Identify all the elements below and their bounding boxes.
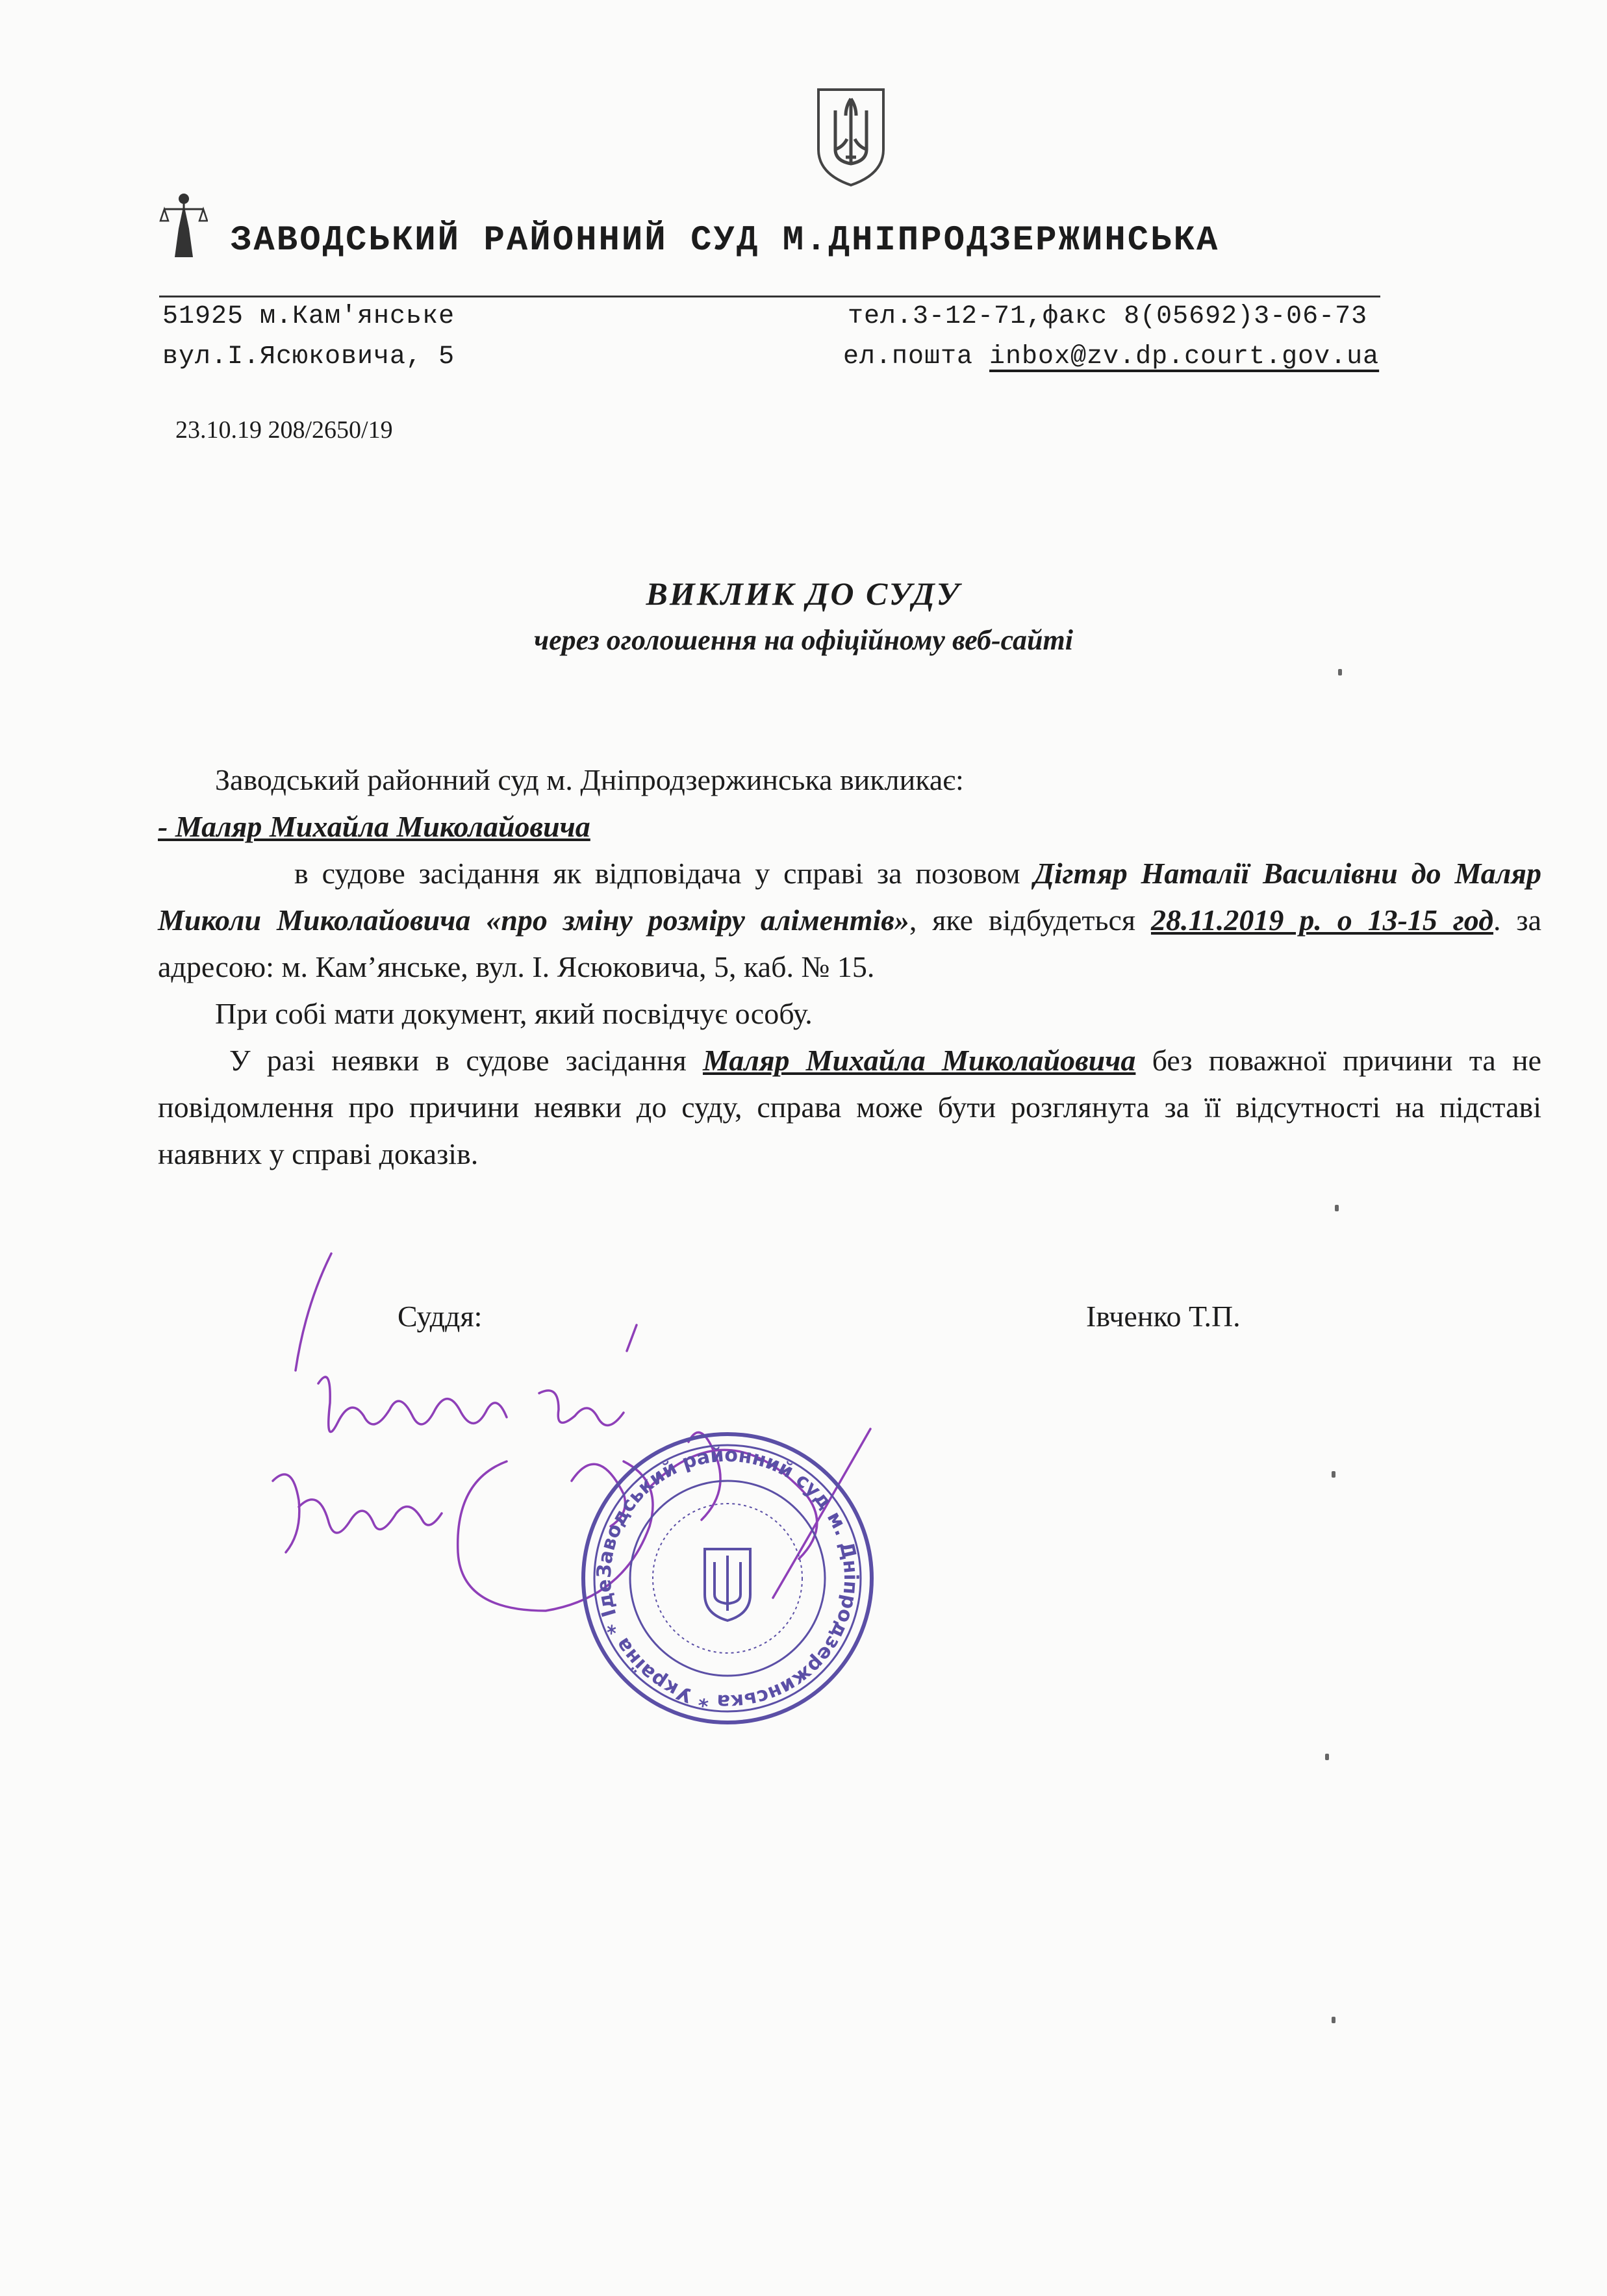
court-street-address: вул.І.Ясюковича, 5: [162, 342, 455, 372]
absence-warning-paragraph: У разі неявки в судове засідання Маляр Михайла Миколайовича без поважної причини та не повідомлення про причини неявки до суду, справа може бути розглянута за її відсутності на підставі наявних у справі доказів.: [158, 1044, 1542, 1170]
coat-of-arms-trident-icon: [812, 84, 890, 188]
case-parties: Дігтяр Наталії Василівни до Маляр Миколи Миколайовича «про зміну розміру аліментів»: [158, 857, 1541, 937]
hearing-paragraph: в судове засідання як відповідача у справі за позовом Дігтяр Наталії Василівни до Маляр Миколи Миколайовича «про зміну розміру аліментів», яке відбудеться 28.11.2019 р. о 13-15 год. за адресою: м. Кам’янське, вул. І. Ясюковича, 5, каб. № 15.: [158, 857, 1542, 983]
scan-speck: [1338, 669, 1342, 675]
judge-label: Суддя:: [398, 1300, 483, 1333]
court-email-line: [843, 342, 1379, 372]
document-reference: 23.10.19 208/2650/19: [175, 416, 393, 444]
seal-text: Заводський районний суд м. Дніпродзержинська * Україна * Іде: [592, 1443, 863, 1713]
scan-speck: [1332, 1471, 1335, 1478]
summoned-person: - Маляр Михайла Миколайовича: [158, 810, 590, 843]
hearing-datetime: 28.11.2019 р. о 13-15 год: [1150, 903, 1494, 937]
court-postal-address: 51925 м.Кам'янське: [162, 302, 455, 331]
id-document-paragraph: При собі мати документ, який посвідчує особу.: [215, 997, 813, 1030]
email-label: ел.пошта: [843, 342, 974, 372]
themis-justice-icon: [159, 190, 208, 261]
summons-intro: Заводський районний суд м. Дніпродзержинська викликає:: [215, 763, 964, 796]
official-seal: [575, 1426, 880, 1731]
court-phone-fax: тел.3-12-71,факс 8(05692)3-06-73: [848, 302, 1368, 331]
scan-speck: [1335, 1205, 1339, 1211]
summons-body: [158, 757, 1541, 1178]
court-name-heading: ЗАВОДСЬКИЙ РАЙОННИЙ СУД М.ДНІПРОДЗЕРЖИНСЬКА: [231, 221, 1220, 260]
header-divider: [159, 296, 1380, 297]
document-title: ВИКЛИК ДО СУДУ: [646, 575, 961, 612]
summoned-person-repeat: Маляр Михайла Миколайовича: [702, 1044, 1136, 1077]
document-subtitle: через оголошення на офіційному веб-сайті: [534, 624, 1073, 656]
scan-speck: [1332, 2017, 1335, 2023]
scan-speck: [1325, 1754, 1329, 1760]
court-email-link[interactable]: inbox@zv.dp.court.gov.ua: [989, 342, 1380, 372]
judge-name: Івченко Т.П.: [1086, 1300, 1241, 1333]
